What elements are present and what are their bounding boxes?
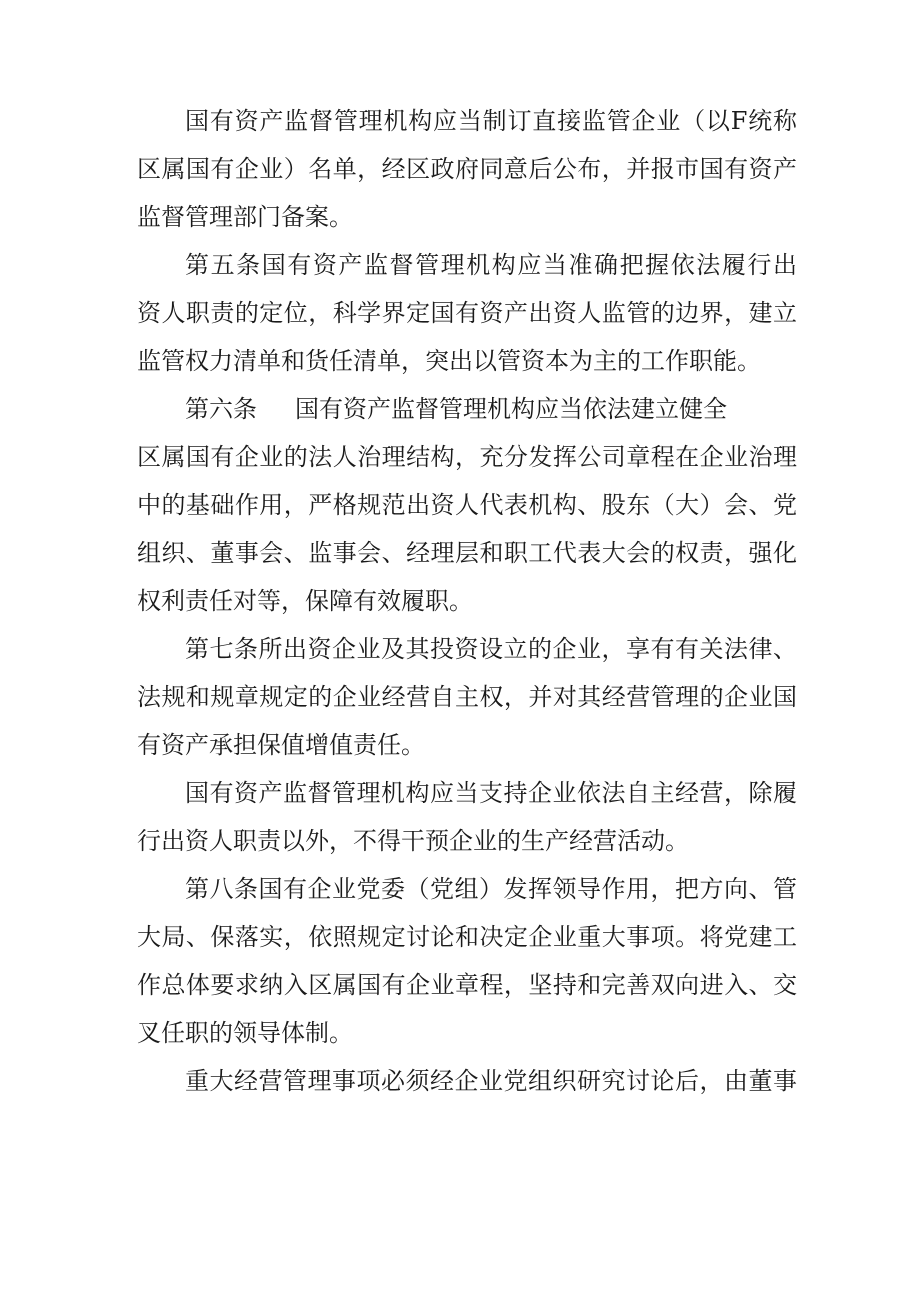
article-8-line-2: 大局、保落实，依照规定讨论和决定企业重大事项。将党建工 — [137, 923, 797, 951]
article-5-line-2: 资人职责的定位，科学界定国有资产出资人监管的边界，建立 — [137, 299, 797, 327]
paragraph-5-line-1: 国有资产监督管理机构应当支持企业依法自主经营，除履 — [185, 779, 797, 807]
article-6-label: 第六条 — [185, 395, 257, 423]
article-6-line-5: 权利责任对等，保障有效履职。 — [137, 587, 473, 615]
article-7-line-2: 法规和规章规定的企业经营自主权，并对其经营管理的企业国 — [137, 683, 797, 711]
article-7-line-1: 第七条所出资企业及其投资设立的企业，享有有关法律、 — [185, 635, 797, 663]
article-5-line-3: 监管权力清单和货任清单，突出以管资本为主的工作职能。 — [137, 347, 761, 375]
paragraph-1-line-2: 区属国有企业）名单，经区政府同意后公布，并报市国有资产 — [137, 155, 797, 183]
paragraph-5-line-2: 行出资人职责以外，不得干预企业的生产经营活动。 — [137, 827, 689, 855]
article-8-line-1: 第八条国有企业党委（党组）发挥领导作用，把方向、管 — [185, 875, 797, 903]
paragraph-1-line-3: 监督管理部门备案。 — [137, 203, 353, 231]
paragraph-7-line-1: 重大经营管理事项必须经企业党组织研究讨论后，由董事 — [185, 1067, 797, 1095]
article-6-line-3: 中的基础作用，严格规范出资人代表机构、股东（大）会、党 — [137, 491, 797, 519]
article-6-line-4: 组织、董事会、监事会、经理层和职工代表大会的权责，强化 — [137, 539, 797, 567]
article-8-line-3: 作总体要求纳入区属国有企业章程，坚持和完善双向进入、交 — [137, 971, 797, 999]
article-5-line-1: 第五条国有资产监督管理机构应当准确把握依法履行出 — [185, 251, 797, 279]
article-8-line-4: 叉任职的领导体制。 — [137, 1019, 353, 1047]
article-7-line-3: 有资产承担保值增值责任。 — [137, 731, 425, 759]
paragraph-1-line-1: 国有资产监督管理机构应当制订直接监管企业（以F统称 — [185, 107, 797, 135]
article-6-line-1 — [185, 389, 797, 429]
article-6-first-line-text: 国有资产监督管理机构应当依法建立健全 — [295, 395, 727, 423]
article-6-line-2: 区属国有企业的法人治理结构，充分发挥公司章程在企业治理 — [137, 443, 797, 471]
